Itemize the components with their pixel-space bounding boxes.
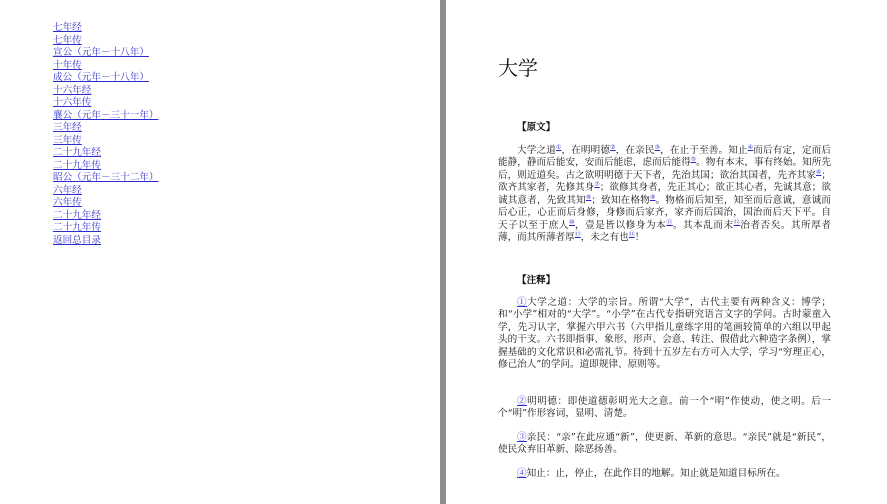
toc-link[interactable]: 六年传 (53, 197, 82, 208)
text-run: 。物格而后知至，知至而后意诚，意诚而后心正，心正而后身修，身修而后家齐，家齐而后国治，国治而后天下平。自天子以至于庶人 (498, 194, 831, 231)
footnote-link[interactable]: ⑪ (666, 218, 673, 226)
note-text: 明明德：即使道德彰明光大之意。前一个“明”作使动，使之明。后一个“明”作形容词，显明、清楚。 (498, 396, 831, 420)
footnote-link[interactable]: ⑥ (815, 168, 822, 176)
right-page (446, 0, 887, 504)
text-run: 。其本乱而末 (672, 219, 734, 231)
text-run: ，壹是皆以修身为本 (574, 219, 667, 231)
toc-link[interactable]: 三年传 (53, 134, 82, 146)
toc-link[interactable]: 二十九年传 (53, 222, 101, 233)
text-run: 大学之道 (517, 145, 556, 156)
toc-link[interactable]: 宣公（元年－十八年） (53, 47, 149, 58)
footnote-link[interactable]: ③ (654, 143, 661, 151)
text-run: ；欲修其身者，先正其心；欲正其心者，先诚其意；欲诚其意者，先致其知 (498, 182, 831, 206)
toc-link[interactable]: 七年经 (53, 22, 82, 33)
toc-link[interactable]: 成公（元年－十八年） (53, 72, 149, 83)
text-run: ，在明明德 (561, 145, 611, 156)
toc-link[interactable]: 二十九年传 (53, 159, 101, 171)
document-content (498, 56, 832, 479)
toc-link[interactable]: 襄公（元年－三十一年） (53, 109, 159, 121)
note-ref-link[interactable]: ④ (517, 468, 527, 479)
text-run: ，在亲民 (615, 145, 655, 156)
note-text: 知止：止，停止，在此作目的地解。知止就是知道目标所在。 (526, 468, 786, 479)
left-page (0, 0, 440, 504)
toc-link[interactable]: 十六年经 (53, 84, 92, 96)
footnote-link[interactable]: ① (555, 143, 562, 151)
footnote-link[interactable]: ⑭ (628, 230, 635, 238)
note-item (498, 468, 831, 480)
footnote-link[interactable]: ② (610, 143, 616, 151)
note-item (498, 297, 831, 372)
page-title: 大学 (498, 56, 538, 80)
toc-link[interactable]: 二十九年经 (53, 209, 101, 221)
footnote-link[interactable]: ⑫ (733, 218, 741, 226)
back-to-index-link[interactable]: 返回总目录 (53, 234, 101, 246)
footnote-link[interactable]: ⑧ (585, 193, 592, 201)
footnote-link[interactable]: ④ (747, 143, 754, 151)
footnote-link[interactable]: ⑦ (594, 181, 600, 189)
text-run: ，未之有也 (580, 232, 629, 244)
toc-link[interactable]: 六年经 (53, 184, 82, 196)
toc-link[interactable]: 二十九年经 (53, 147, 101, 158)
text-run: 而后有定，定而后能静，静而后能安，安而后能虑，虑而后能得 (498, 145, 832, 169)
note-item (498, 396, 831, 421)
note-ref-link[interactable]: ① (517, 297, 528, 308)
toc-link[interactable]: 三年经 (53, 122, 82, 133)
text-run: 治者否矣。其所厚者薄，而其所薄者厚 (498, 219, 832, 244)
original-text-paragraph (498, 145, 831, 245)
note-ref-link[interactable]: ② (517, 396, 528, 407)
footnote-link[interactable]: ⑨ (649, 193, 656, 201)
text-run: ，在止于至善。知止 (660, 145, 748, 156)
table-of-contents (53, 22, 159, 247)
note-text: 亲民：“亲”在此应通“新”，使更新、革新的意思。“亲民”就是“新民”，使民众弃旧革新、除恶扬善。 (498, 432, 831, 456)
footnote-link[interactable]: ⑩ (569, 218, 575, 226)
text-run: ！ (634, 232, 645, 244)
footnote-link[interactable]: ⑬ (574, 230, 581, 238)
footnote-link[interactable]: ⑤ (690, 156, 697, 164)
note-ref-link[interactable]: ③ (517, 432, 527, 443)
note-item (498, 432, 831, 457)
original-text-heading: 【原文】 (517, 122, 556, 133)
notes-heading: 【注释】 (517, 275, 556, 286)
text-run: ；欲齐其家者，先修其身 (498, 169, 831, 194)
toc-link[interactable]: 昭公（元年－三十二年） (53, 172, 159, 183)
toc-link[interactable]: 十年传 (53, 59, 82, 71)
toc-link[interactable]: 七年传 (53, 34, 82, 46)
note-text: 大学之道：大学的宗旨。所谓“大学”，古代主要有两种含义：博学；和“小学”相对的“大学”。“小学”在古代专指研究语言文字的学问。古时蒙童入学，先习认字，掌握六甲六书（六甲指儿童练字用的笔画较简单的六组以甲起头的干支。六书即指事、象形、形声、会意、转注、假借此六种造字条例），掌握基础的文化常识和必需礼节。待到十五岁左右方可入大学，学习“穷理正心，修己治人”的学问。道即规律、原则等。 (498, 297, 831, 371)
text-run: ；致知在格物 (591, 194, 650, 206)
toc-link[interactable]: 十六年传 (53, 97, 92, 108)
text-run: 。物有本末，事有终始。知所先后，则近道矣。古之欲明明德于天下者，先治其国；欲治其国者，先齐其家 (498, 157, 831, 181)
